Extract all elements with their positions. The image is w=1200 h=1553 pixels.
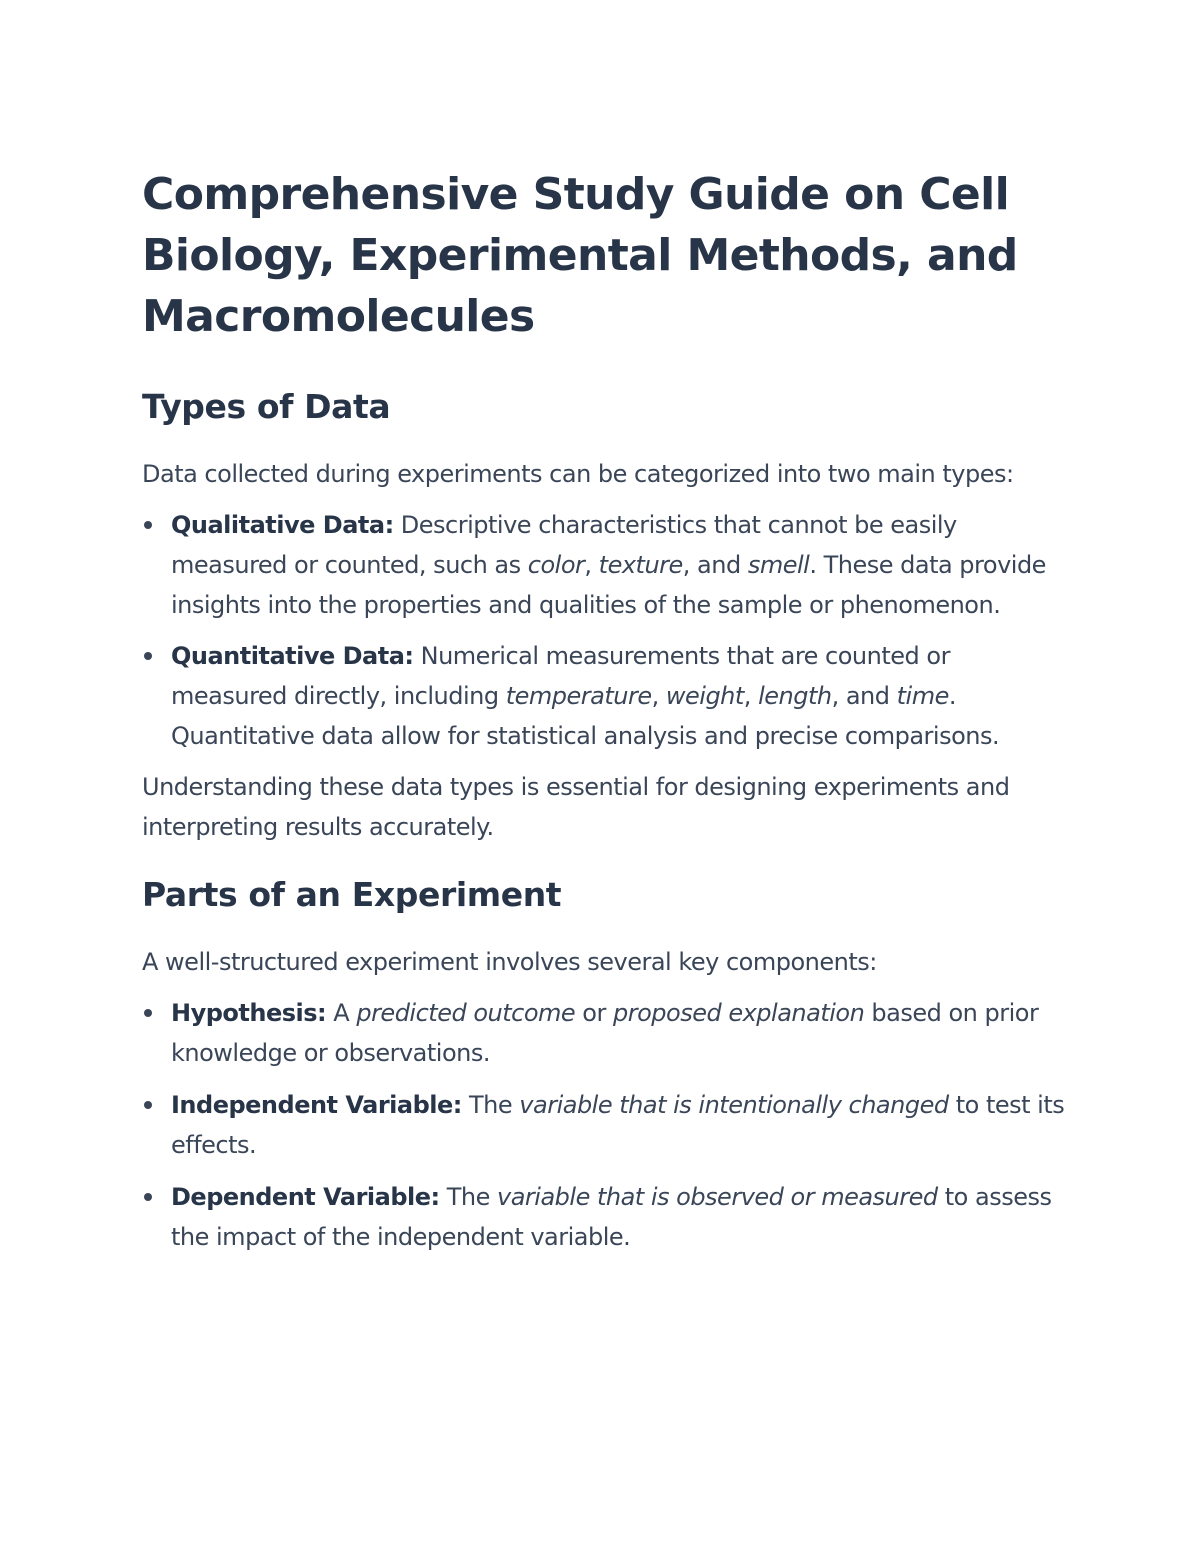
list-item-independent-variable: [142, 1085, 1072, 1165]
bullet-text: or: [575, 999, 613, 1027]
bullet-list-types-of-data: [142, 505, 1072, 756]
document-page: [142, 164, 1072, 1257]
section-intro-types-of-data: Data collected during experiments can be categorized into two main types:: [142, 460, 1014, 488]
bullet-emphasis: variable that is intentionally changed: [519, 1091, 949, 1119]
bullet-text: based on prior knowledge or observations.: [171, 999, 1039, 1067]
section-heading-types-of-data: Types of Data: [142, 387, 391, 426]
bullet-text: . These data provide insights into the properties and qualities of the sample or phenomenon.: [171, 551, 1046, 619]
section-heading-parts-of-an-experiment: Parts of an Experiment: [142, 875, 562, 914]
section-outro-types-of-data: Understanding these data types is essential for designing experiments and interpreting results accurately.: [142, 773, 1010, 841]
bullet-text: ,: [584, 551, 599, 579]
document-title: Comprehensive Study Guide on Cell Biology, Experimental Methods, and Macromolecules: [142, 169, 1018, 342]
bullet-text: The: [439, 1183, 498, 1211]
bullet-emphasis: proposed explanation: [612, 999, 865, 1027]
list-item-dependent-variable: [142, 1177, 1072, 1257]
list-item-hypothesis: [142, 993, 1072, 1073]
bullet-emphasis: texture: [598, 551, 683, 579]
bullet-term: Qualitative Data:: [171, 511, 394, 539]
bullet-list-parts-of-an-experiment: [142, 993, 1072, 1257]
bullet-text: , and: [831, 682, 897, 710]
bullet-icon: [144, 521, 152, 529]
bullet-text: . Quantitative data allow for statistical analysis and precise comparisons.: [171, 682, 1000, 750]
bullet-term: Independent Variable:: [171, 1091, 462, 1119]
bullet-icon: [144, 1101, 152, 1109]
section-intro-parts-of-an-experiment: A well-structured experiment involves several key components:: [142, 948, 877, 976]
bullet-text: to assess the impact of the independent variable.: [171, 1183, 1052, 1251]
bullet-emphasis: smell: [747, 551, 810, 579]
bullet-text: The: [461, 1091, 520, 1119]
bullet-icon: [144, 652, 152, 660]
bullet-emphasis: predicted outcome: [356, 999, 576, 1027]
bullet-text: ,: [743, 682, 759, 710]
bullet-emphasis: variable that is observed or measured: [497, 1183, 938, 1211]
bullet-emphasis: time: [896, 682, 949, 710]
list-item-quantitative-data: [142, 636, 1072, 756]
bullet-emphasis: color: [527, 551, 585, 579]
bullet-text: A: [326, 999, 357, 1027]
bullet-emphasis: temperature: [505, 682, 652, 710]
bullet-emphasis: length: [758, 682, 832, 710]
bullet-icon: [144, 1193, 152, 1201]
bullet-text: Descriptive characteristics that cannot be easily measured or counted, such as: [171, 511, 957, 579]
bullet-text: ,: [651, 682, 666, 710]
bullet-term: Hypothesis:: [171, 999, 327, 1027]
bullet-icon: [144, 1009, 152, 1017]
bullet-emphasis: weight: [665, 682, 744, 710]
bullet-term: Dependent Variable:: [171, 1183, 440, 1211]
bullet-term: Quantitative Data:: [171, 642, 414, 670]
list-item-qualitative-data: [142, 505, 1072, 625]
bullet-text: Numerical measurements that are counted or measured directly, including: [171, 642, 950, 710]
bullet-text: to test its effects.: [171, 1091, 1065, 1159]
bullet-text: , and: [682, 551, 748, 579]
